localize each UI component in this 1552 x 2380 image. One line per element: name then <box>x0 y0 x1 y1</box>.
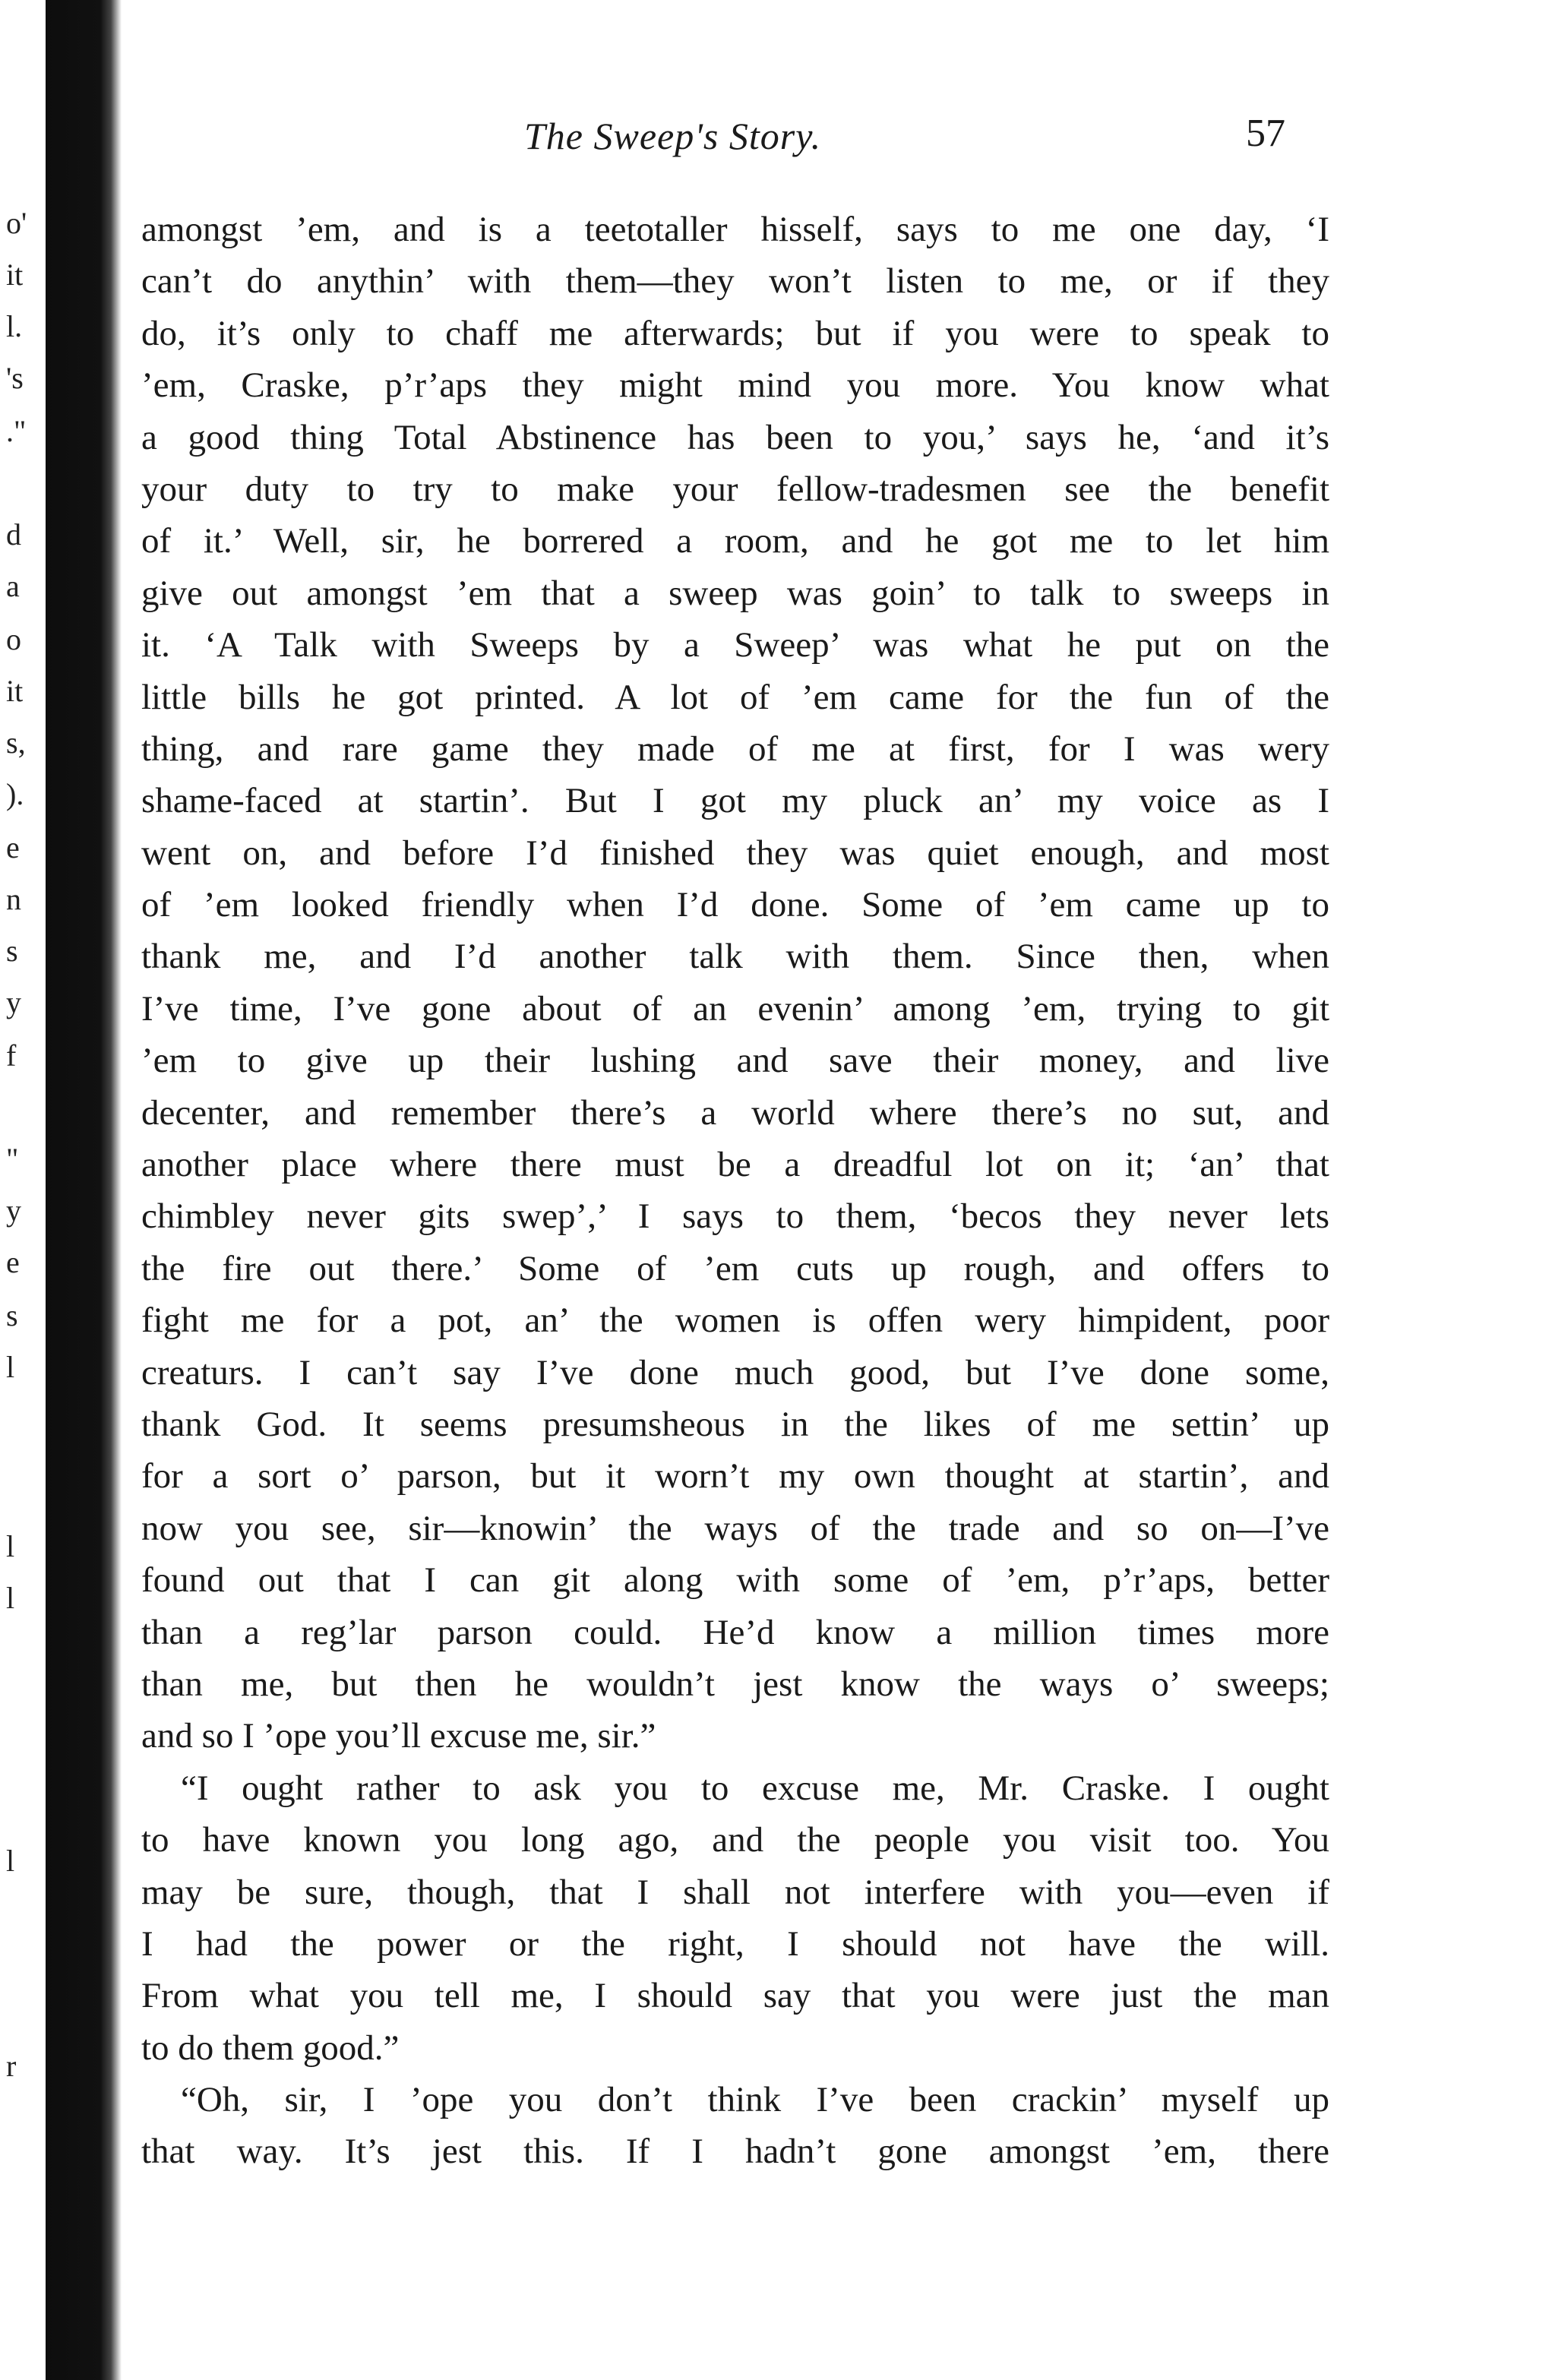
body-text <box>141 204 1329 2178</box>
text-line: found out that I can git along with some of ’em, p’r’aps, better <box>141 1560 1329 1601</box>
margin-fragment: s <box>6 1298 18 1332</box>
margin-fragment: e <box>6 830 20 864</box>
text-line: than a reg’lar parson could. He’d know a million times more <box>141 1612 1329 1652</box>
text-line: amongst ’em, and is a teetotaller hisself, says to me one day, ‘I <box>141 210 1329 249</box>
margin-fragment: l <box>6 1350 15 1384</box>
text-line: ’em to give up their lushing and save their money, and live <box>141 1041 1329 1081</box>
margin-fragment: it <box>6 674 24 708</box>
text-line: the fire out there.’ Some of ’em cuts up rough, and offers to <box>141 1248 1329 1288</box>
text-line: little bills he got printed. A lot of ’em came for the fun of the <box>141 677 1329 717</box>
text-line: I had the power or the right, I should not have the will. <box>141 1923 1329 1964</box>
margin-fragment: ). <box>6 777 24 811</box>
text-line: I’ve time, I’ve gone about of an evenin’ among ’em, trying to git <box>141 988 1329 1029</box>
margin-fragment: o' <box>6 206 27 240</box>
margin-fragment: s, <box>6 725 26 760</box>
text-line: give out amongst ’em that a sweep was goin’ to talk to sweeps in <box>141 573 1329 613</box>
paragraph-start-line: “Oh, sir, I ’ope you don’t think I’ve been crackin’ myself up <box>181 2080 1329 2120</box>
text-line: your duty to try to make your fellow-tradesmen see the benefit <box>141 469 1329 509</box>
text-line: can’t do anythin’ with them—they won’t listen to me, or if they <box>141 261 1329 302</box>
text-line: creaturs. I can’t say I’ve done much good, but I’ve done some, <box>141 1352 1329 1392</box>
margin-fragment: r <box>6 2049 17 2083</box>
margin-fragment: y <box>6 985 21 1019</box>
text-line: thank God. It seems presumsheous in the likes of me settin’ up <box>141 1404 1329 1444</box>
text-line: another place where there must be a dreadful lot on it; ‘an’ that <box>141 1145 1329 1185</box>
text-line: a good thing Total Abstinence has been to you,’ says he, ‘and it’s <box>141 417 1329 457</box>
running-head: The Sweep's Story. <box>524 115 822 157</box>
text-line: of it.’ Well, sir, he borrered a room, and he got me to let him <box>141 521 1329 561</box>
text-line: thing, and rare game they made of me at first, for I was wery <box>141 729 1329 769</box>
margin-fragment: l <box>6 1529 15 1563</box>
page-number: 57 <box>1246 112 1285 155</box>
margin-fragment: s <box>6 934 18 968</box>
text-line: decenter, and remember there’s a world where there’s no sut, and <box>141 1092 1329 1133</box>
paragraph-end-line: and so I ’ope you’ll excuse me, sir.” <box>141 1716 656 1756</box>
text-line: shame-faced at startin’. But I got my pluck an’ my voice as I <box>141 781 1329 821</box>
margin-fragment: o <box>6 622 21 656</box>
text-line: that way. It’s jest this. If I hadn’t gone amongst ’em, there <box>141 2132 1329 2172</box>
text-line: fight me for a pot, an’ the women is offen wery himpident, poor <box>141 1301 1329 1341</box>
margin-fragment: l. <box>6 309 23 343</box>
margin-fragment: y <box>6 1193 21 1228</box>
margin-fragment: l <box>6 1844 15 1878</box>
margin-fragment: d <box>6 517 21 552</box>
margin-fragment: a <box>6 569 20 603</box>
text-line: may be sure, though, that I shall not interfere with you—even if <box>141 1872 1329 1912</box>
paragraph-start-line: “I ought rather to ask you to excuse me, Mr. Craske. I ought <box>181 1768 1329 1808</box>
margin-fragment: " <box>6 1142 19 1176</box>
margin-fragment: it <box>6 258 24 292</box>
scan-gutter-shadow <box>46 0 122 2380</box>
text-line: thank me, and I’d another talk with them. Since then, when <box>141 937 1329 977</box>
adjacent-page-margin <box>0 0 46 2380</box>
text-line: to have known you long ago, and the people you visit too. You <box>141 1820 1329 1860</box>
margin-fragment: e <box>6 1245 20 1279</box>
margin-fragment: ." <box>6 414 27 448</box>
text-line: for a sort o’ parson, but it worn’t my own thought at startin’, and <box>141 1456 1329 1497</box>
margin-fragment: f <box>6 1038 17 1073</box>
margin-fragment: 's <box>6 361 24 395</box>
text-line: it. ‘A Talk with Sweeps by a Sweep’ was what he put on the <box>141 625 1329 665</box>
paragraph-end-line: to do them good.” <box>141 2028 400 2068</box>
text-line: now you see, sir—knowin’ the ways of the trade and so on—I’ve <box>141 1508 1329 1548</box>
text-line: chimbley never gits swep’,’ I says to them, ‘becos they never lets <box>141 1196 1329 1237</box>
text-line: went on, and before I’d finished they was quiet enough, and most <box>141 833 1329 873</box>
margin-fragment: l <box>6 1581 15 1615</box>
text-line: do, it’s only to chaff me afterwards; but if you were to speak to <box>141 313 1329 353</box>
margin-fragment: n <box>6 882 21 916</box>
text-line: of ’em looked friendly when I’d done. Some of ’em came up to <box>141 885 1329 925</box>
text-line: ’em, Craske, p’r’aps they might mind you more. You know what <box>141 365 1329 406</box>
text-line: than me, but then he wouldn’t jest know the ways o’ sweeps; <box>141 1664 1329 1704</box>
text-line: From what you tell me, I should say that you were just the man <box>141 1976 1329 2016</box>
